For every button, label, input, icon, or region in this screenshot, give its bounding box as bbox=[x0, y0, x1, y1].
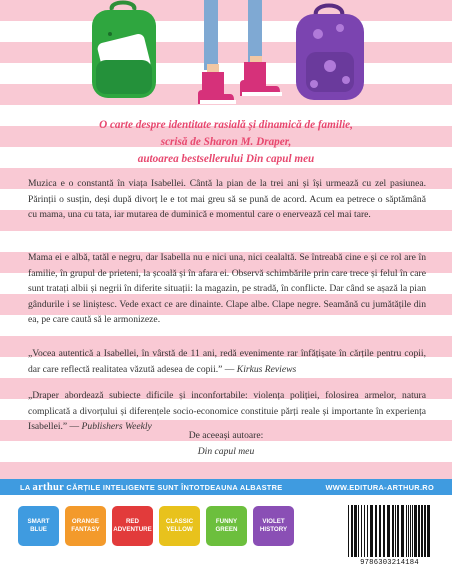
publisher-bar bbox=[0, 479, 452, 495]
purple-backpack-illustration bbox=[296, 6, 364, 101]
slogan-text: CĂRȚILE INTELIGENTE SUNT ÎNTOTDEAUNA ALBASTRE bbox=[64, 483, 283, 492]
barcode-bar bbox=[395, 505, 396, 557]
chip-red-adventure: RED ADVENTURE bbox=[112, 506, 153, 546]
chip-funny-green: FUNNY GREEN bbox=[206, 506, 247, 546]
barcode-bar bbox=[397, 505, 399, 557]
barcode-bar bbox=[406, 505, 407, 557]
legs-illustration bbox=[198, 0, 282, 104]
barcode-bar bbox=[401, 505, 404, 557]
blurb-book-title: Din capul meu bbox=[245, 153, 315, 165]
barcode-bar bbox=[418, 505, 420, 557]
synopsis-paragraph-1: Muzica e o constantă în viața Isabellei. Cântă la pian de la trei ani și își urmează cu zel pasiunea. Părinții o susțin, deși după divorț le e tot mai greu să se pună de acord. Acum ea petrece o săptămână cu mama, una cu tata, iar mutarea de duminică e momentul care o enervează cel mai tare. bbox=[28, 178, 426, 220]
publisher-footer bbox=[0, 479, 452, 584]
blurb-line-1: O carte despre identitate rasială și dinamică de familie, bbox=[99, 119, 353, 131]
barcode-bar bbox=[383, 505, 385, 557]
chip-smart-blue: SMART BLUE bbox=[18, 506, 59, 546]
barcode-bar bbox=[348, 505, 349, 557]
barcode-bar bbox=[351, 505, 353, 557]
isbn-number: 9786303214184 bbox=[360, 559, 419, 567]
barcode-bar bbox=[410, 505, 411, 557]
publisher-url: WWW.EDITURA-ARTHUR.RO bbox=[325, 483, 434, 492]
barcode-bar bbox=[354, 505, 357, 557]
barcode-bar bbox=[364, 505, 365, 557]
review-quote-kirkus bbox=[28, 346, 426, 377]
collection-chips bbox=[18, 506, 328, 546]
quote-2-source: Publishers Weekly bbox=[81, 421, 152, 432]
barcode-bar bbox=[392, 505, 394, 557]
also-by-title: Din capul meu bbox=[197, 446, 255, 457]
barcode-bar bbox=[367, 505, 368, 557]
cover-blurb bbox=[20, 117, 432, 168]
barcode-bars bbox=[342, 501, 437, 559]
synopsis-paragraph-2: Mama ei e albă, tatăl e negru, dar Isabella nu e nici una, nici cealaltă. Se întreabă cine e și ce rol are în familie, în grupul de prieteni, la școală și în afara ei. Observă schimbările prin care trece și felul în care sunt tratați albii și negrii în diferite situații: la magazin, pe stradă, în conflicte. Dar când se așază la pian gândurile i se liniștesc. Vede exact ce are dinainte. Clape albe. Clape negre. Seamănă cu jumătățile din ea, pe care caută să le armonizeze. bbox=[28, 252, 426, 325]
also-by-heading: De aceeași autoare: bbox=[188, 430, 264, 441]
green-backpack-illustration bbox=[92, 3, 156, 99]
barcode-bar bbox=[427, 505, 430, 557]
barcode-bar bbox=[361, 505, 362, 557]
cover-illustration bbox=[0, 0, 452, 112]
quote-2-text: „Draper abordează subiecte dificile și inconfortabile: violența poliției, folosirea armelor, natura complicată a divorțului și diferențele socio-economice constituie părți reale și importante în experiența Isabellei.” — bbox=[28, 390, 426, 432]
blurb-line-2: scrisă de Sharon M. Draper, bbox=[160, 136, 292, 148]
review-quote-publishers-weekly bbox=[28, 388, 426, 435]
blurb-line-3 bbox=[20, 151, 432, 168]
isbn-barcode bbox=[342, 501, 437, 571]
barcode-bar bbox=[379, 505, 381, 557]
barcode-bar bbox=[370, 505, 373, 557]
blurb-line-3-prefix: autoarea bestsellerului bbox=[137, 153, 246, 165]
quote-1-text: „Vocea autentică a Isabellei, în vârstă de 11 ani, redă evenimente rar înfățișate în cărțile pentru copii, dar care reflectă realitatea văzută adesea de copii.” — bbox=[28, 348, 426, 375]
barcode-bar bbox=[414, 505, 417, 557]
slogan-prefix: LA bbox=[20, 483, 33, 492]
barcode-bar bbox=[358, 505, 359, 557]
quote-1-source: Kirkus Reviews bbox=[236, 363, 297, 375]
publisher-slogan bbox=[20, 482, 283, 493]
publisher-logo: arthur bbox=[32, 482, 65, 493]
chip-orange-fantasy: ORANGE FANTASY bbox=[65, 506, 106, 546]
barcode-bar bbox=[375, 505, 377, 557]
barcode-bar bbox=[412, 505, 413, 557]
barcode-bar bbox=[387, 505, 390, 557]
barcode-bar bbox=[421, 505, 423, 557]
barcode-bar bbox=[408, 505, 409, 557]
barcode-bar bbox=[424, 505, 426, 557]
chip-classic-yellow: CLASSIC YELLOW bbox=[159, 506, 200, 546]
chip-violet-history: VIOLET HISTORY bbox=[253, 506, 294, 546]
